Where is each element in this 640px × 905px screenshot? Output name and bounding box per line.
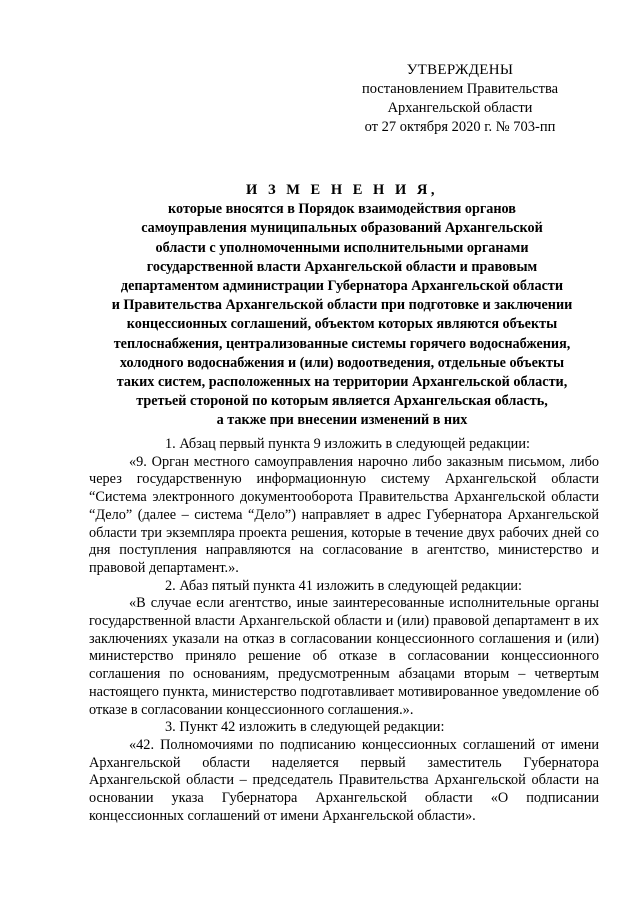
item-number: 2. — [165, 577, 176, 594]
title-line: и Правительства Архангельской области при подготовке и заключении — [111, 297, 573, 314]
approval-date: от 27 октября 2020 г. № 703-пп — [364, 119, 556, 135]
item-number: 1. — [165, 436, 176, 452]
title-line: которые вносятся в Порядок взаимодействия органов — [168, 201, 516, 218]
approval-line: Архангельской области — [387, 100, 533, 116]
title-line: а также при внесении изменений в них — [216, 412, 468, 429]
item-number: 3. — [165, 719, 176, 736]
title-heading: И З М Е Н Е Н И Я, — [246, 182, 438, 198]
item-3-instruction — [89, 719, 599, 737]
title-line: департаментом администрации Губернатора Архангельской области — [120, 278, 564, 295]
title-line: концессионных соглашений, объектом которых являются объекты — [126, 316, 558, 333]
item-3-quote: «42. Полномочиями по подписанию концессионных соглашений от имени Архангельской области наделяется первый заместитель Губернатора Архангельской области – председатель Правительства Архангельской области на основании указа Губернатора Архангельской области «О подписании концессионных соглашений от имени Архангельской области». — [89, 736, 599, 824]
title-line: самоуправления муниципальных образований Архангельской — [141, 220, 543, 237]
approval-line: постановлением Правительства — [361, 81, 559, 97]
title-line: таких систем, расположенных на территории Архангельской области, — [116, 374, 568, 391]
title-line: холодного водоснабжения и (или) водоотведения, отдельные объекты — [119, 354, 565, 371]
item-2-instruction — [89, 578, 599, 596]
approval-stamp — [340, 61, 580, 137]
item-1-instruction — [89, 436, 599, 454]
document-title — [84, 181, 600, 431]
instruction-text: Абзац первый пункта 9 изложить в следующей редакции: — [179, 436, 530, 452]
approval-heading: УТВЕРЖДЕНЫ — [406, 62, 514, 78]
title-line: области с уполномоченными исполнительными органами — [155, 239, 529, 256]
title-line: теплоснабжения, централизованные системы горячего водоснабжения, — [113, 335, 571, 352]
instruction-text: Пункт 42 изложить в следующей редакции: — [179, 719, 445, 736]
item-2-quote: «В случае если агентство, иные заинтересованные исполнительные органы государственной власти Архангельской области и (или) правовой департамент в их заключениях указали на отказ в согласовании концессионного соглашения и (или) министерство приняло решение об отказе в согласовании концессионного соглашения по основаниям, предусмотренным абзацами вторым – четвертым настоящего пункта, министерство подготавливает мотивированное уведомление об отказе в согласовании концессионного соглашения.». — [89, 595, 599, 718]
title-line: третьей стороной по которым является Архангельская область, — [136, 393, 548, 410]
document-body — [89, 436, 599, 825]
title-line: государственной власти Архангельской области и правовым — [146, 258, 538, 275]
instruction-text: Абаз пятый пункта 41 изложить в следующей редакции: — [179, 577, 523, 594]
item-1-quote: «9. Орган местного самоуправления нарочно либо заказным письмом, либо через государственную информационную систему Архангельской области “Система электронного документооборота Правительства Архангельской области “Дело” (далее – система “Дело”) направляет в адрес Губернатора Архангельской области три экземпляра проекта решения, которые в течение двух рабочих дней со дня поступления направляются на согласование в агентство, министерство и правовой департамент.». — [89, 453, 599, 576]
